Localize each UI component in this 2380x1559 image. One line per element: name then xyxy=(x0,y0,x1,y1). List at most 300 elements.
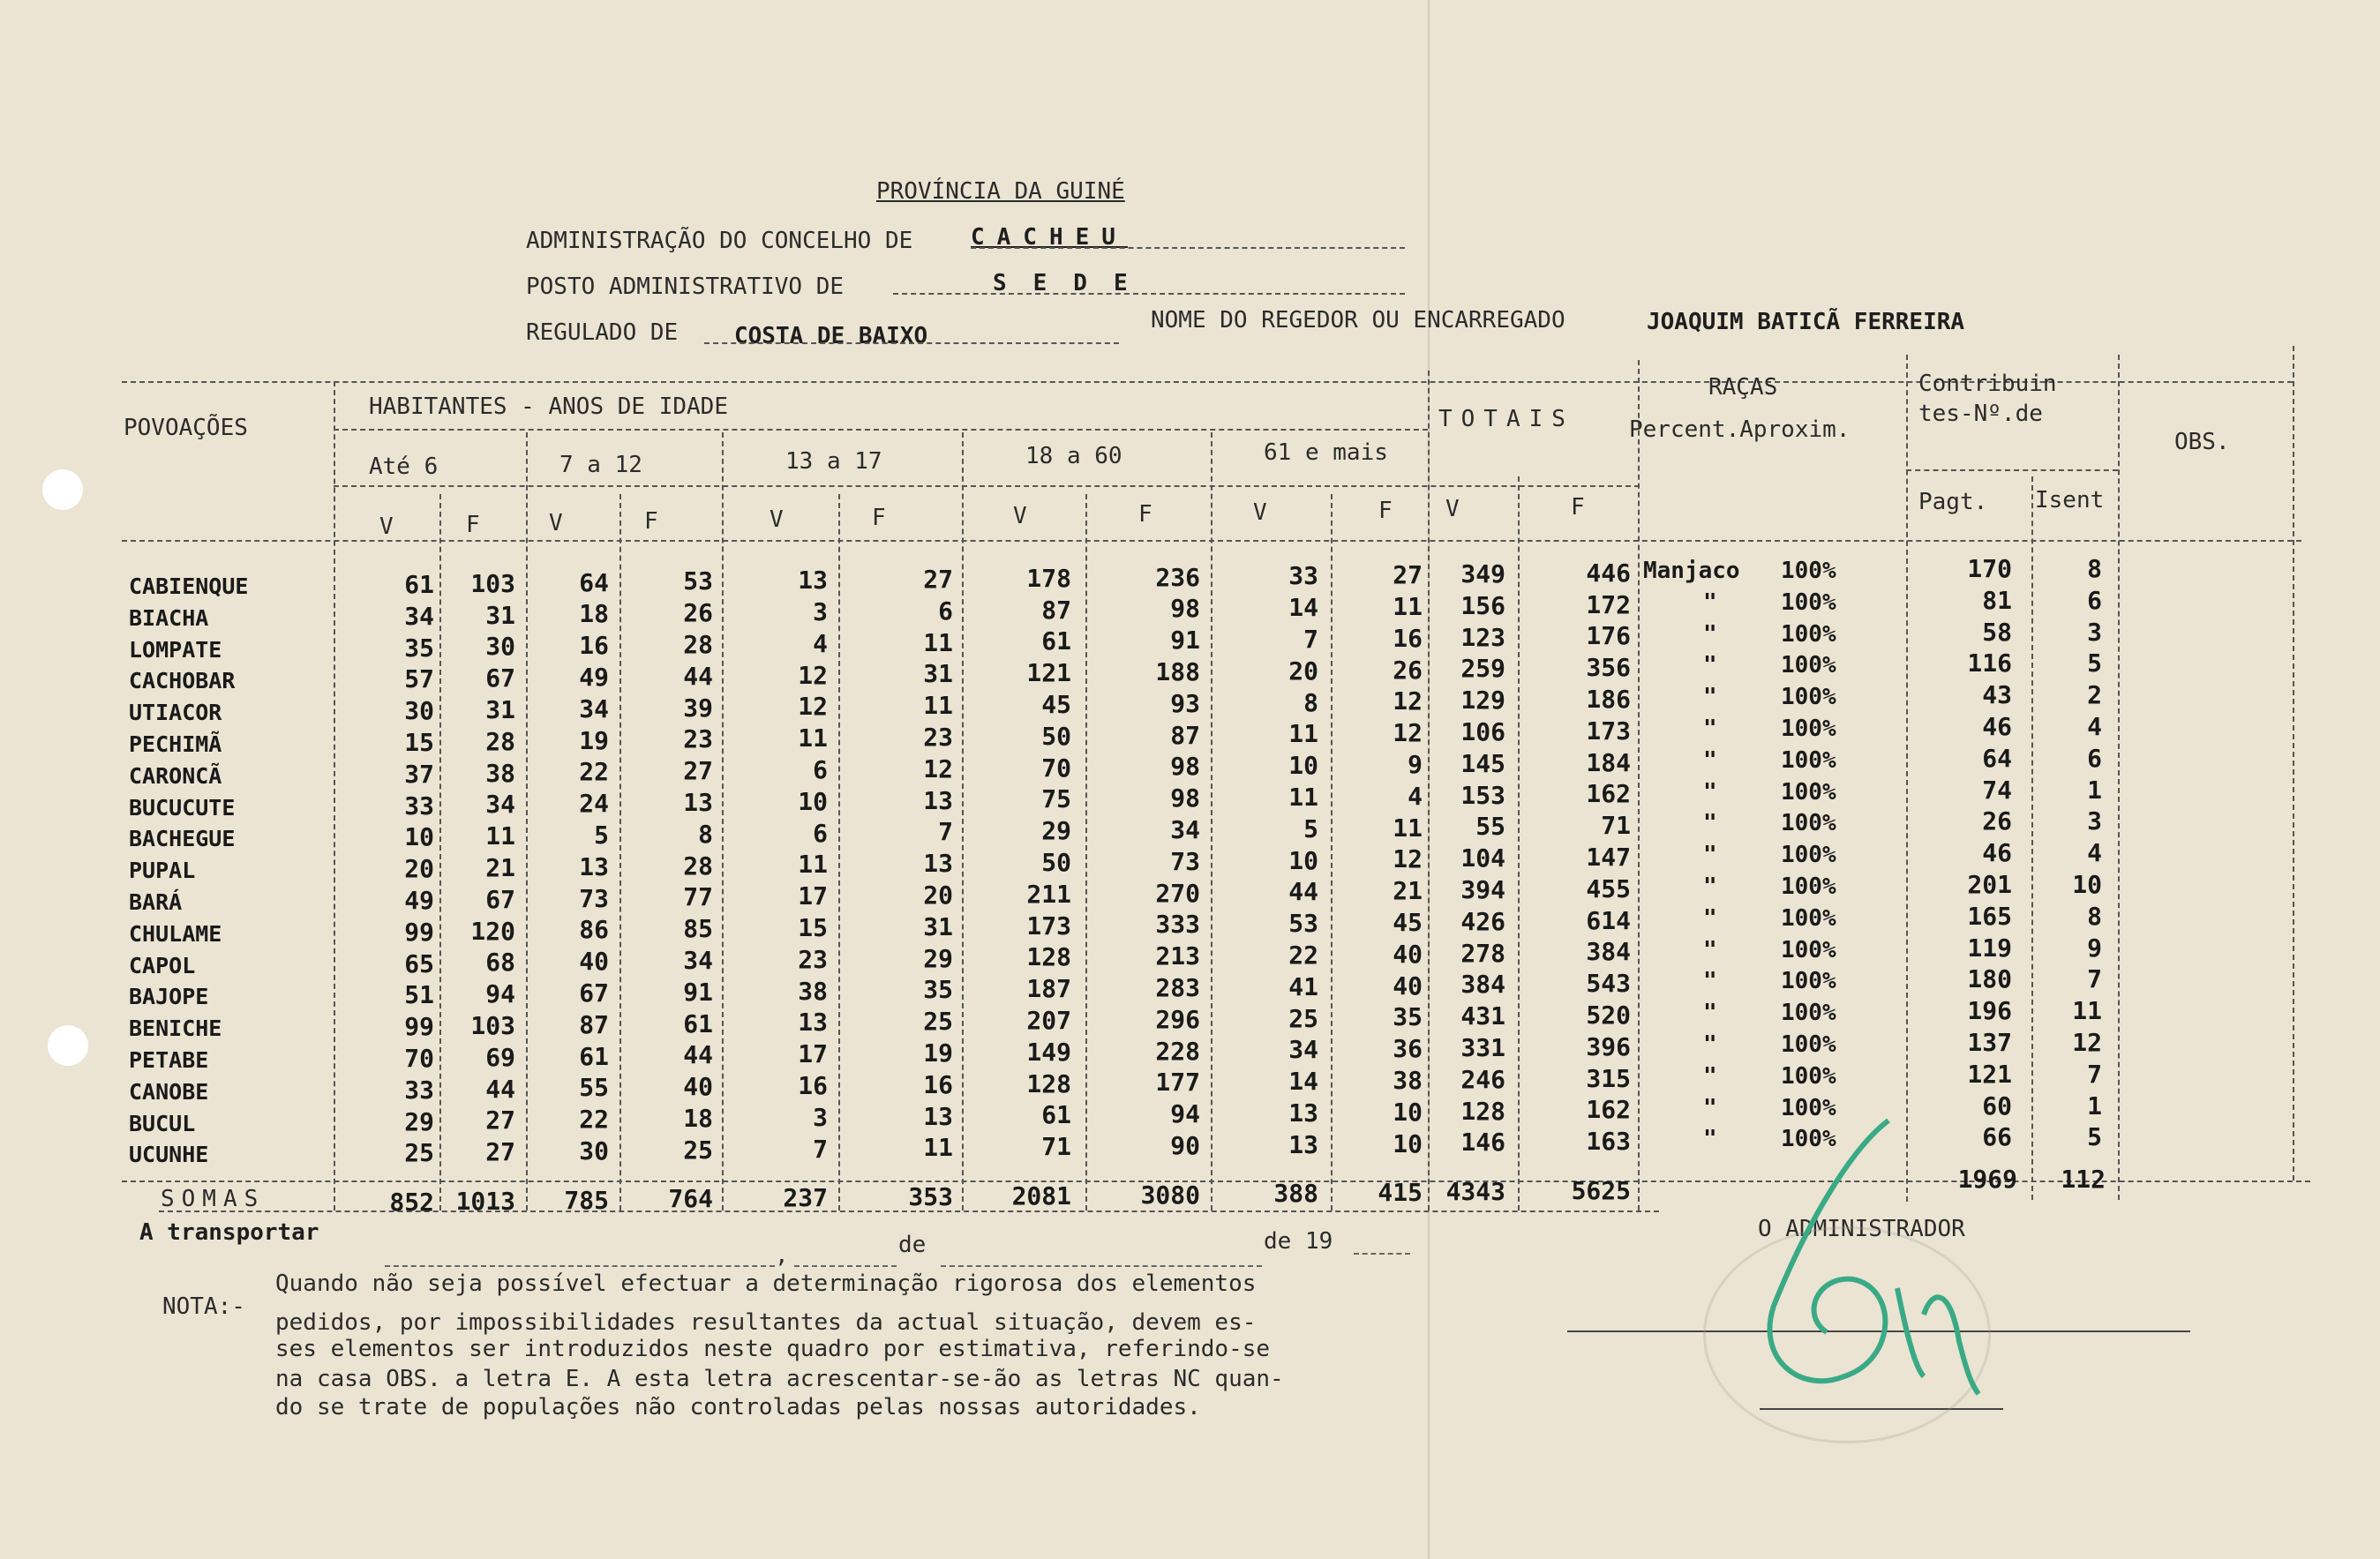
table-cell: 149 xyxy=(1026,1037,1071,1067)
table-cell: 396 xyxy=(1586,1031,1631,1061)
table-cell: 73 xyxy=(579,883,609,913)
somas-cell: 852 xyxy=(389,1188,434,1217)
table-cell: 67 xyxy=(485,663,515,693)
isent-cell: 5 xyxy=(2087,1122,2102,1152)
pagt-cell: 46 xyxy=(1982,712,2012,741)
table-cell: 87 xyxy=(1041,595,1071,625)
table-cell: 106 xyxy=(1460,717,1505,746)
table-cell: 34 xyxy=(404,601,434,631)
table-cell: 14 xyxy=(1288,593,1318,623)
table-cell: 123 xyxy=(1460,622,1505,652)
date-place-line xyxy=(385,1265,775,1267)
povoacao-name: BACHEGUE xyxy=(129,826,236,852)
table-cell: 356 xyxy=(1586,653,1631,683)
table-cell: 22 xyxy=(579,1105,609,1135)
table-cell: 11 xyxy=(798,850,828,880)
table-cell: 94 xyxy=(485,979,515,1009)
administrator-signature xyxy=(1747,1112,2012,1412)
table-cell: 86 xyxy=(579,915,609,945)
pagt-cell: 165 xyxy=(1967,901,2012,931)
table-cell: 19 xyxy=(923,1038,953,1068)
table-cell: 128 xyxy=(1026,1068,1071,1098)
raca-cell: " xyxy=(1703,652,1717,679)
table-cell: 228 xyxy=(1155,1036,1200,1066)
sex-header-3: V xyxy=(549,510,563,536)
table-cell: 104 xyxy=(1460,843,1505,873)
povoacao-name: CARONCÃ xyxy=(129,762,222,789)
table-cell: 40 xyxy=(683,1072,713,1102)
isent-cell: 4 xyxy=(2087,838,2102,868)
regedor-value: JOAQUIM BATICÃ FERREIRA xyxy=(1647,309,1965,335)
table-cell: 11 xyxy=(485,821,515,851)
table-cell: 10 xyxy=(1393,1097,1423,1127)
posto-value: SEDE xyxy=(993,270,1154,296)
povoacao-name: UTIACOR xyxy=(129,700,222,726)
somas-cell: 3080 xyxy=(1140,1180,1200,1210)
table-cell: 61 xyxy=(404,570,434,599)
table-cell: 44 xyxy=(485,1074,515,1104)
table-cell: 128 xyxy=(1026,942,1071,972)
somas-pagt-cell: 1969 xyxy=(1957,1165,2017,1194)
pagt-cell: 119 xyxy=(1967,933,2012,963)
percent-cell: 100% xyxy=(1781,810,1836,837)
povoacao-name: BENICHE xyxy=(129,1016,222,1042)
table-cell: 12 xyxy=(923,753,953,783)
table-cell: 147 xyxy=(1586,843,1631,872)
table-cell: 25 xyxy=(1288,1003,1318,1033)
col-habitantes: HABITANTES - ANOS DE IDADE xyxy=(369,393,728,420)
pagt-cell: 26 xyxy=(1982,806,2012,836)
table-cell: 315 xyxy=(1586,1063,1631,1093)
table-cell: 103 xyxy=(470,568,515,598)
pagt-cell: 46 xyxy=(1982,838,2012,868)
table-cell: 10 xyxy=(1288,845,1318,875)
raca-cell: " xyxy=(1703,968,1717,995)
concelho-label: ADMINISTRAÇÃO DO CONCELHO DE xyxy=(526,228,913,254)
raca-cell: " xyxy=(1703,936,1717,963)
isent-cell: 4 xyxy=(2087,712,2102,741)
col-totais: TOTAIS xyxy=(1438,406,1574,432)
table-cell: 7 xyxy=(813,1134,828,1164)
percent-cell: 100% xyxy=(1781,1126,1836,1153)
table-cell: 30 xyxy=(579,1136,609,1166)
table-cell: 38 xyxy=(1393,1066,1423,1095)
table-cell: 34 xyxy=(683,946,713,975)
sex-header-5: V xyxy=(770,506,784,533)
table-cell: 41 xyxy=(1288,971,1318,1001)
table-cell: 4 xyxy=(813,628,828,658)
table-cell: 11 xyxy=(1393,592,1423,621)
table-cell: 614 xyxy=(1586,905,1631,935)
table-cell: 11 xyxy=(923,1133,953,1163)
table-cell: 69 xyxy=(485,1042,515,1072)
table-cell: 19 xyxy=(579,725,609,755)
col-obs: OBS. xyxy=(2174,429,2230,455)
povoacao-name: CHULAME xyxy=(129,920,222,947)
table-cell: 27 xyxy=(1393,560,1423,590)
col-isent: Isent xyxy=(2035,487,2105,513)
table-cell: 53 xyxy=(1288,909,1318,939)
table-cell: 31 xyxy=(485,695,515,724)
povoacao-name: BUCUL xyxy=(129,1110,196,1136)
somas-cell: 388 xyxy=(1273,1179,1318,1209)
table-cell: 15 xyxy=(404,728,434,757)
raca-cell: " xyxy=(1703,842,1717,869)
table-cell: 44 xyxy=(1288,877,1318,907)
table-cell: 6 xyxy=(813,818,828,848)
somas-cell: 237 xyxy=(783,1183,828,1213)
table-cell: 13 xyxy=(1288,1098,1318,1128)
sex-header-11: V xyxy=(1445,496,1460,522)
table-cell: 394 xyxy=(1460,875,1505,904)
table-cell: 4 xyxy=(1408,781,1423,811)
table-cell: 31 xyxy=(923,659,953,689)
table-cell: 71 xyxy=(1601,811,1631,841)
somas-cell: 785 xyxy=(564,1185,609,1215)
percent-cell: 100% xyxy=(1781,588,1836,616)
table-cell: 426 xyxy=(1460,906,1505,936)
table-cell: 16 xyxy=(1393,623,1423,653)
percent-cell: 100% xyxy=(1781,558,1836,584)
regedor-label: NOME DO REGEDOR OU ENCARREGADO xyxy=(1151,307,1565,334)
sex-header-1: V xyxy=(379,513,394,540)
regulado-value: COSTA DE BAIXO xyxy=(734,323,928,349)
table-cell: 129 xyxy=(1460,686,1505,716)
percent-cell: 100% xyxy=(1781,873,1836,900)
isent-cell: 12 xyxy=(2072,1028,2102,1057)
table-cell: 6 xyxy=(938,596,953,626)
table-cell: 13 xyxy=(683,788,713,817)
table-cell: 211 xyxy=(1026,879,1071,909)
percent-cell: 100% xyxy=(1781,1000,1836,1027)
isent-cell: 5 xyxy=(2087,648,2102,678)
pagt-cell: 180 xyxy=(1967,964,2012,994)
age-7-12: 7 a 12 xyxy=(559,452,642,478)
table-cell: 67 xyxy=(485,884,515,914)
table-cell: 296 xyxy=(1155,1004,1200,1034)
table-cell: 87 xyxy=(579,1009,609,1039)
col-percent: Percent.Aproxim. xyxy=(1629,416,1851,443)
table-cell: 18 xyxy=(683,1104,713,1133)
table-cell: 18 xyxy=(579,599,609,629)
table-cell: 16 xyxy=(923,1069,953,1099)
table-cell: 13 xyxy=(798,1008,828,1038)
table-cell: 3 xyxy=(813,1102,828,1132)
table-cell: 55 xyxy=(1475,812,1505,842)
table-cell: 11 xyxy=(923,691,953,721)
percent-cell: 100% xyxy=(1781,936,1836,963)
table-cell: 188 xyxy=(1155,657,1200,686)
sex-header-7: V xyxy=(1013,503,1027,529)
raca-cell: " xyxy=(1703,588,1717,616)
raca-cell: " xyxy=(1703,778,1717,806)
table-cell: 153 xyxy=(1460,780,1505,810)
table-cell: 40 xyxy=(1393,939,1423,969)
table-cell: 11 xyxy=(923,627,953,657)
isent-cell: 7 xyxy=(2087,1059,2102,1089)
pagt-cell: 66 xyxy=(1982,1122,2012,1152)
table-cell: 33 xyxy=(1288,561,1318,591)
somas-cell: 4343 xyxy=(1445,1177,1505,1206)
table-cell: 11 xyxy=(1288,719,1318,749)
sex-header-10: F xyxy=(1378,498,1393,524)
sex-header-2: F xyxy=(466,512,480,538)
table-cell: 13 xyxy=(1288,1129,1318,1159)
nota-line-1: Quando não seja possível efectuar a determinação rigorosa dos elementos xyxy=(275,1270,1257,1297)
date-day-line xyxy=(794,1265,897,1267)
table-cell: 24 xyxy=(579,789,609,819)
somas-cell: 353 xyxy=(908,1182,953,1211)
table-cell: 49 xyxy=(579,663,609,692)
pagt-cell: 64 xyxy=(1982,743,2012,773)
age-ate-6: Até 6 xyxy=(369,453,439,480)
table-cell: 94 xyxy=(1170,1099,1200,1129)
pagt-cell: 81 xyxy=(1982,585,2012,615)
isent-cell: 9 xyxy=(2087,933,2102,963)
table-cell: 21 xyxy=(1393,876,1423,906)
table-cell: 176 xyxy=(1586,621,1631,651)
pagt-cell: 121 xyxy=(1967,1059,2012,1089)
table-cell: 22 xyxy=(1288,941,1318,970)
table-cell: 34 xyxy=(1288,1035,1318,1065)
table-cell: 71 xyxy=(1041,1132,1071,1162)
table-cell: 23 xyxy=(798,944,828,974)
pagt-cell: 170 xyxy=(1967,554,2012,583)
isent-cell: 11 xyxy=(2072,996,2102,1026)
table-cell: 61 xyxy=(683,1008,713,1038)
age-13-17: 13 a 17 xyxy=(785,448,882,475)
table-cell: 178 xyxy=(1026,563,1071,593)
percent-cell: 100% xyxy=(1781,684,1836,711)
isent-cell: 1 xyxy=(2087,775,2102,805)
table-cell: 33 xyxy=(404,791,434,821)
table-cell: 7 xyxy=(938,817,953,847)
percent-cell: 100% xyxy=(1781,620,1836,648)
table-cell: 29 xyxy=(923,943,953,973)
table-cell: 270 xyxy=(1155,878,1200,908)
table-cell: 25 xyxy=(923,1007,953,1037)
table-cell: 5 xyxy=(594,821,609,850)
concelho-value: CACHEU xyxy=(971,224,1128,251)
col-racas: RAÇAS xyxy=(1708,374,1778,401)
table-cell: 45 xyxy=(1041,690,1071,719)
percent-cell: 100% xyxy=(1781,1031,1836,1058)
table-cell: 36 xyxy=(1393,1034,1423,1064)
table-cell: 384 xyxy=(1460,970,1505,1000)
nota-line-2: pedidos, por impossibilidades resultantes da actual situação, devem es- xyxy=(275,1309,1257,1336)
table-cell: 38 xyxy=(485,758,515,788)
table-cell: 156 xyxy=(1460,590,1505,620)
povoacao-name: BUCUCUTE xyxy=(129,794,236,821)
table-cell: 213 xyxy=(1155,941,1200,971)
table-cell: 146 xyxy=(1460,1128,1505,1158)
date-comma: , xyxy=(775,1242,789,1269)
table-cell: 10 xyxy=(404,822,434,852)
date-de-1: de xyxy=(898,1232,927,1258)
age-18-60: 18 a 60 xyxy=(1025,443,1122,469)
table-cell: 173 xyxy=(1586,716,1631,746)
table-cell: 12 xyxy=(798,692,828,722)
table-cell: 12 xyxy=(1393,844,1423,874)
administrador-label: O ADMINISTRADOR xyxy=(1758,1216,1965,1242)
table-cell: 333 xyxy=(1155,910,1200,940)
table-cell: 162 xyxy=(1586,1095,1631,1125)
table-cell: 73 xyxy=(1170,846,1200,876)
table-cell: 455 xyxy=(1586,873,1631,903)
table-cell: 27 xyxy=(683,756,713,786)
table-cell: 27 xyxy=(923,565,953,594)
table-cell: 22 xyxy=(579,757,609,787)
table-cell: 446 xyxy=(1586,558,1631,588)
table-cell: 17 xyxy=(798,1039,828,1069)
table-cell: 27 xyxy=(485,1106,515,1136)
table-cell: 98 xyxy=(1170,594,1200,624)
col-contribuintes-2: tes-Nº.de xyxy=(1918,401,2043,427)
table-cell: 67 xyxy=(579,978,609,1008)
table-cell: 50 xyxy=(1041,848,1071,877)
percent-cell: 100% xyxy=(1781,904,1836,932)
table-cell: 9 xyxy=(1408,750,1423,779)
table-cell: 187 xyxy=(1026,974,1071,1004)
table-cell: 10 xyxy=(1393,1128,1423,1158)
table-cell: 173 xyxy=(1026,911,1071,941)
isent-cell: 1 xyxy=(2087,1091,2102,1121)
isent-cell: 10 xyxy=(2072,870,2102,899)
somas-cell: 1013 xyxy=(455,1186,515,1216)
col-povoacoes: POVOAÇÕES xyxy=(124,415,248,441)
table-cell: 207 xyxy=(1026,1006,1071,1035)
table-cell: 44 xyxy=(683,1040,713,1070)
isent-cell: 8 xyxy=(2087,901,2102,931)
table-cell: 5 xyxy=(1303,813,1318,843)
percent-cell: 100% xyxy=(1781,778,1836,806)
table-cell: 16 xyxy=(579,631,609,661)
table-cell: 55 xyxy=(579,1073,609,1103)
table-cell: 13 xyxy=(923,785,953,815)
isent-cell: 6 xyxy=(2087,585,2102,615)
raca-cell: " xyxy=(1703,810,1717,837)
table-cell: 31 xyxy=(923,911,953,941)
table-cell: 6 xyxy=(813,755,828,784)
table-cell: 40 xyxy=(579,947,609,977)
table-cell: 17 xyxy=(798,881,828,911)
table-cell: 91 xyxy=(1170,626,1200,656)
pagt-cell: 60 xyxy=(1982,1091,2012,1121)
table-cell: 12 xyxy=(1393,686,1423,716)
nota-line-5: do se trate de populações não controladas pelas nossas autoridades. xyxy=(275,1394,1201,1420)
date-year: de 19 xyxy=(1264,1228,1333,1255)
pagt-cell: 116 xyxy=(1967,648,2012,678)
table-cell: 128 xyxy=(1460,1096,1505,1126)
table-cell: 12 xyxy=(798,660,828,690)
table-cell: 29 xyxy=(404,1106,434,1136)
raca-cell: " xyxy=(1703,1031,1717,1058)
table-cell: 87 xyxy=(1170,720,1200,750)
table-cell: 34 xyxy=(485,790,515,820)
table-cell: 51 xyxy=(404,980,434,1010)
table-cell: 331 xyxy=(1460,1033,1505,1062)
table-cell: 120 xyxy=(470,916,515,946)
date-month-line xyxy=(941,1265,1262,1267)
somas-cell: 5625 xyxy=(1571,1175,1631,1205)
table-cell: 99 xyxy=(404,1012,434,1042)
raca-cell: " xyxy=(1703,1000,1717,1027)
province-title: PROVÍNCIA DA GUINÉ xyxy=(876,178,1125,205)
table-cell: 35 xyxy=(923,975,953,1005)
table-cell: 98 xyxy=(1170,783,1200,813)
isent-cell: 7 xyxy=(2087,964,2102,994)
pagt-cell: 137 xyxy=(1967,1028,2012,1057)
percent-cell: 100% xyxy=(1781,968,1836,995)
table-cell: 20 xyxy=(404,854,434,884)
nota-label: NOTA:- xyxy=(162,1293,245,1320)
table-cell: 7 xyxy=(1303,625,1318,654)
somas-cell: 415 xyxy=(1378,1178,1423,1208)
somas-isent-cell: 112 xyxy=(2061,1165,2106,1194)
table-cell: 8 xyxy=(698,819,713,849)
posto-label: POSTO ADMINISTRATIVO DE xyxy=(526,274,845,300)
table-cell: 35 xyxy=(1393,1002,1423,1032)
table-cell: 27 xyxy=(485,1137,515,1167)
table-cell: 29 xyxy=(1041,816,1071,846)
table-cell: 236 xyxy=(1155,562,1200,592)
table-cell: 8 xyxy=(1303,687,1318,717)
age-61-mais: 61 e mais xyxy=(1264,439,1388,466)
raca-cell: " xyxy=(1703,873,1717,900)
povoacao-name: UCUNHE xyxy=(129,1142,209,1168)
table-cell: 13 xyxy=(798,566,828,596)
table-cell: 145 xyxy=(1460,748,1505,778)
povoacao-name: BARÁ xyxy=(129,889,183,915)
nota-line-4: na casa OBS. a letra E. A esta letra acrescentar-se-ão as letras NC quan- xyxy=(275,1366,1284,1392)
percent-cell: 100% xyxy=(1781,842,1836,869)
a-transportar: A transportar xyxy=(139,1219,319,1246)
table-cell: 91 xyxy=(683,977,713,1007)
somas-cell: 2081 xyxy=(1011,1180,1071,1210)
table-cell: 49 xyxy=(404,886,434,915)
isent-cell: 2 xyxy=(2087,680,2102,710)
raca-cell: " xyxy=(1703,1126,1717,1153)
isent-cell: 8 xyxy=(2087,554,2102,583)
povoacao-name: CANOBE xyxy=(129,1078,209,1105)
isent-cell: 3 xyxy=(2087,617,2102,647)
table-cell: 12 xyxy=(1393,718,1423,748)
table-cell: 28 xyxy=(683,851,713,881)
povoacao-name: CAPOL xyxy=(129,952,196,978)
table-cell: 44 xyxy=(683,661,713,691)
percent-cell: 100% xyxy=(1781,716,1836,742)
nota-line-3: ses elementos ser introduzidos neste quadro por estimativa, referindo-se xyxy=(275,1336,1271,1362)
povoacao-name: CABIENQUE xyxy=(129,573,249,599)
date-year-line xyxy=(1354,1253,1410,1255)
table-cell: 75 xyxy=(1041,784,1071,814)
col-pagt: Pagt. xyxy=(1918,489,1988,515)
table-cell: 184 xyxy=(1586,747,1631,777)
table-cell: 61 xyxy=(579,1041,609,1071)
table-cell: 31 xyxy=(485,600,515,630)
table-cell: 70 xyxy=(1041,753,1071,783)
table-cell: 11 xyxy=(1393,813,1423,843)
percent-cell: 100% xyxy=(1781,1094,1836,1121)
povoacao-name: LOMPATE xyxy=(129,636,222,663)
raca-cell: Manjaco xyxy=(1643,558,1740,584)
table-cell: 23 xyxy=(683,724,713,754)
table-cell: 543 xyxy=(1586,969,1631,999)
table-cell: 15 xyxy=(798,913,828,942)
table-cell: 30 xyxy=(404,696,434,726)
table-cell: 65 xyxy=(404,948,434,978)
sex-header-8: F xyxy=(1138,501,1152,528)
